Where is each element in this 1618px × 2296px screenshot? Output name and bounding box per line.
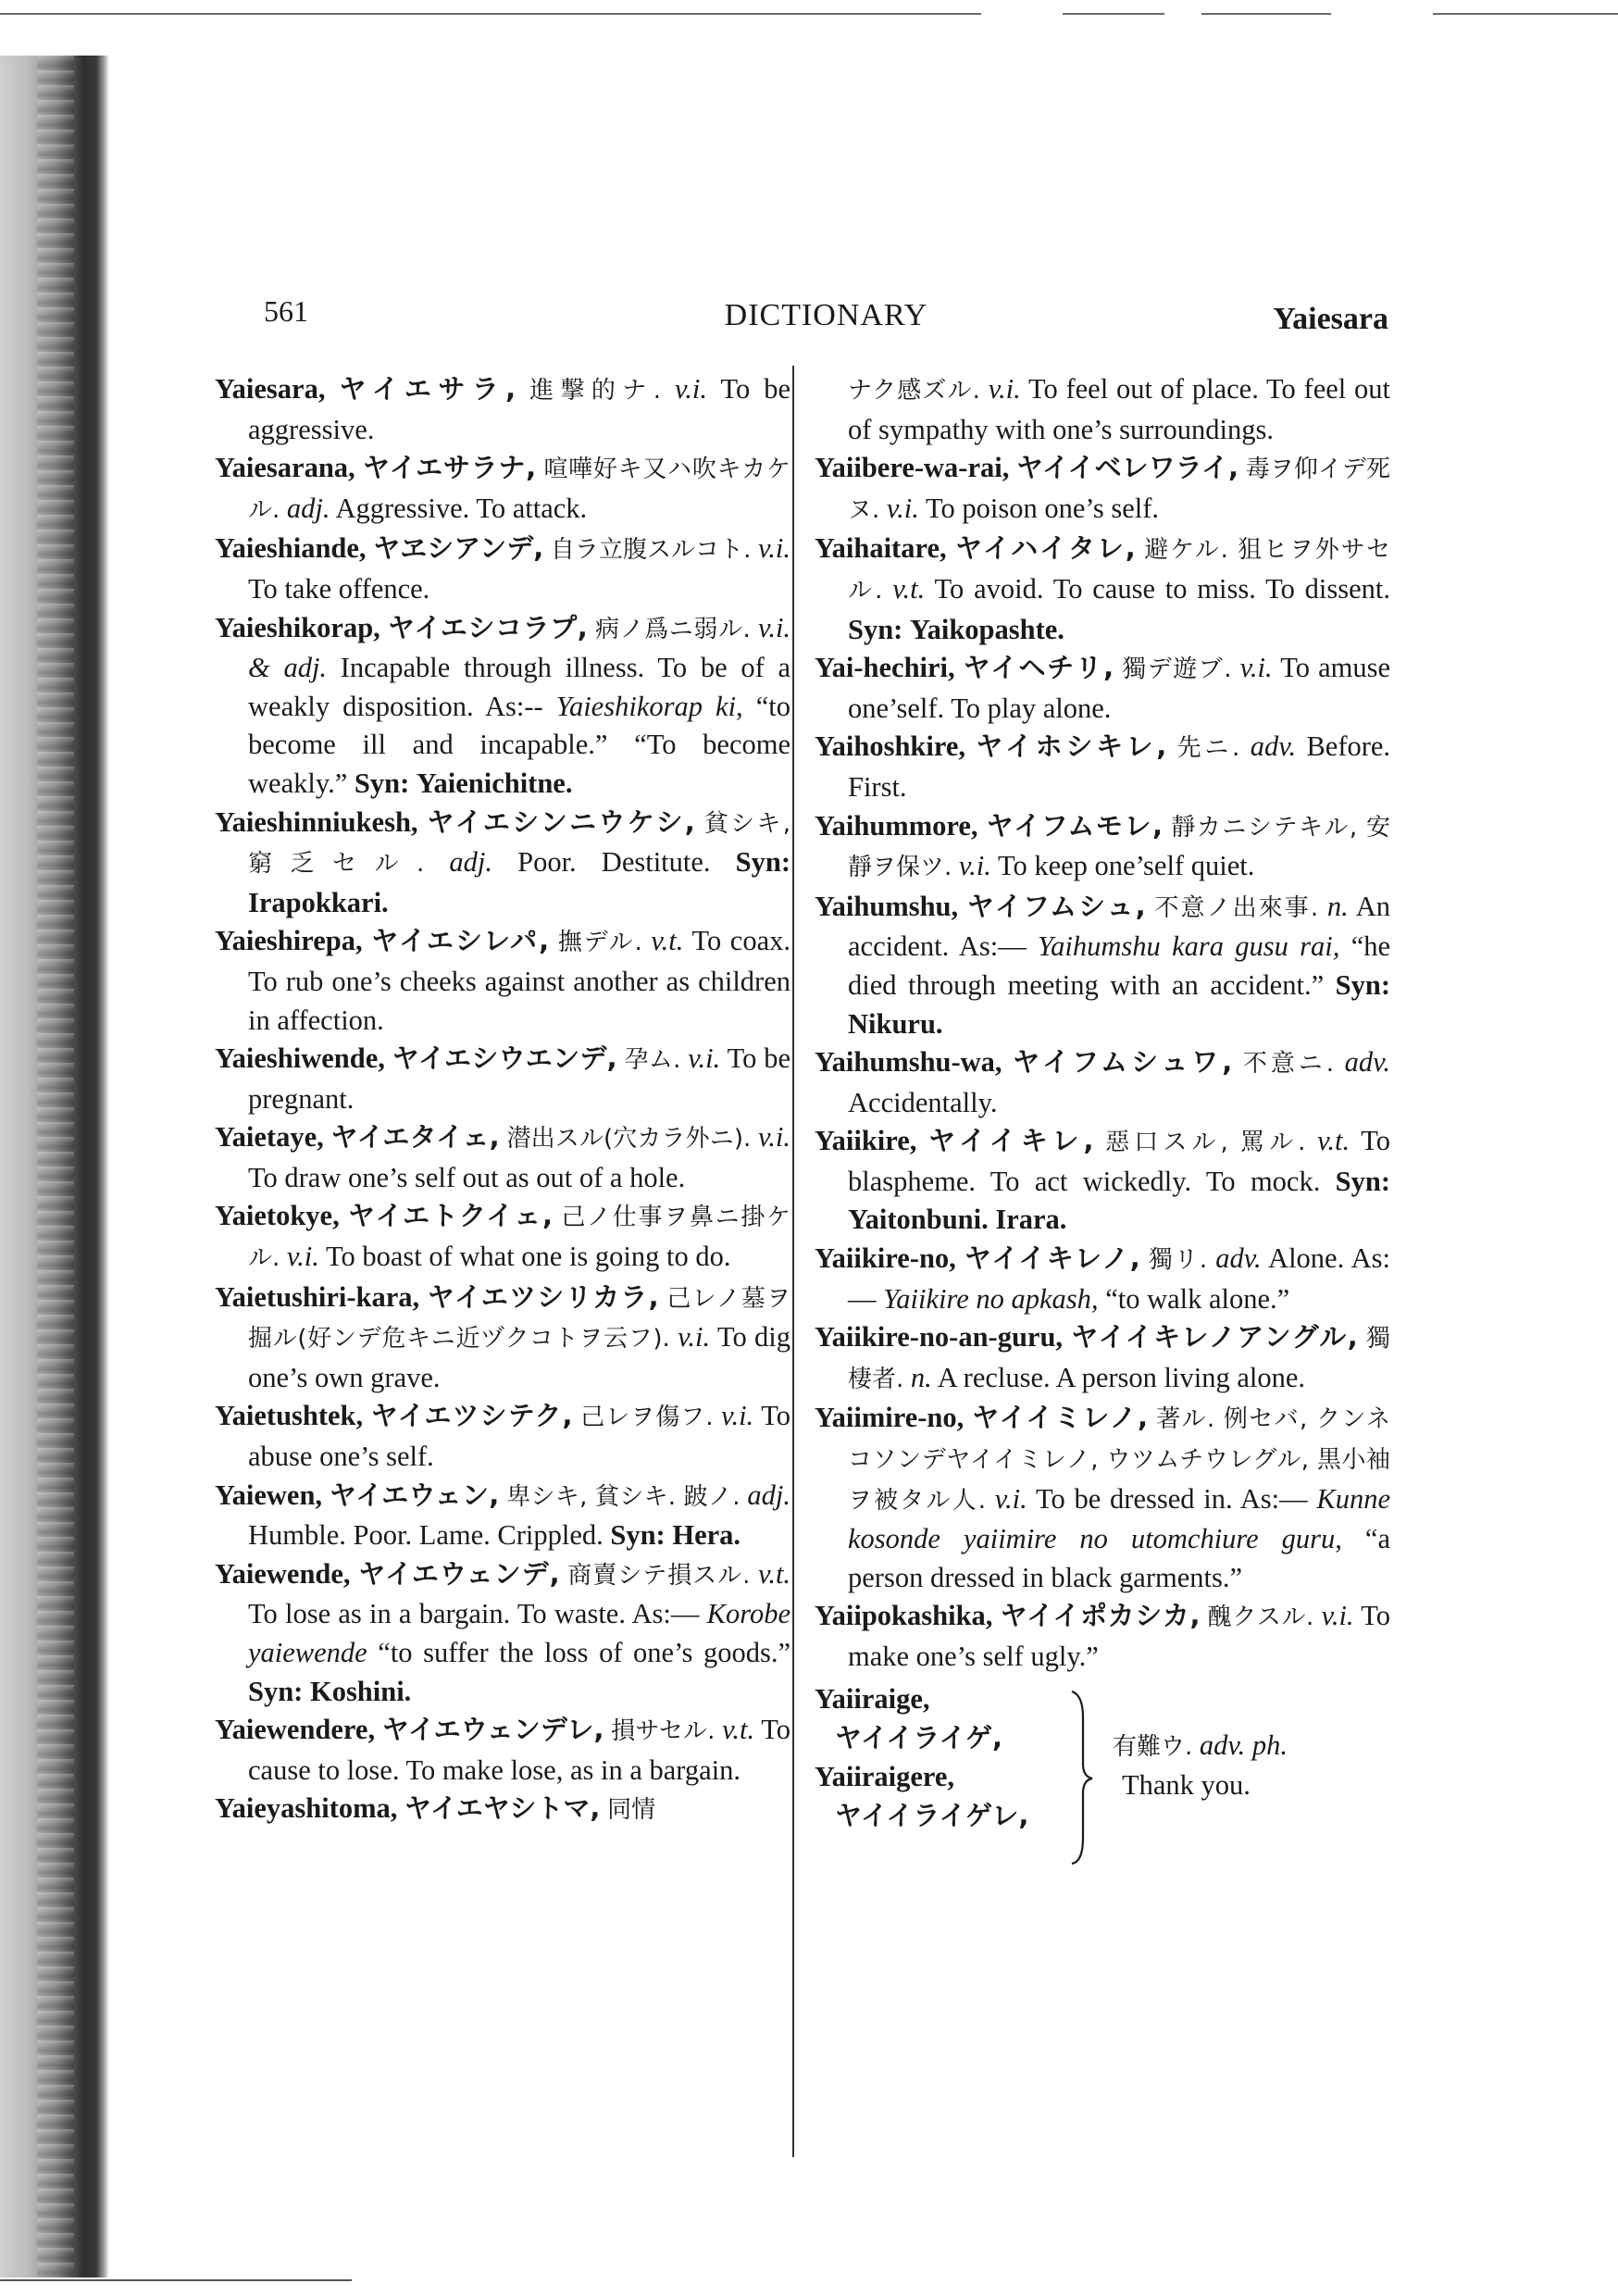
dictionary-entry (815, 1122, 1390, 1240)
synonym-label: Syn: (735, 846, 791, 879)
headword: Yaiikire, (815, 1125, 917, 1157)
english-definition: An accident. As:— (848, 890, 1390, 963)
katakana-reading: ヤイエタイェ, (330, 1121, 500, 1154)
part-of-speech: v.i. (886, 492, 919, 524)
dictionary-entry (215, 1040, 790, 1118)
part-of-speech: adj. (747, 1479, 791, 1511)
synonym-label: Syn: (610, 1519, 666, 1552)
katakana-reading: ヤイエツシテク, (370, 1400, 573, 1432)
part-of-speech: v.t. (1317, 1125, 1350, 1157)
part-of-speech: v.i. (958, 850, 991, 882)
headword: Yaietokye, (215, 1200, 340, 1232)
part-of-speech: adv. (1215, 1242, 1262, 1275)
part-of-speech: v.i. (688, 1042, 721, 1075)
headword: Yaiewendere, (215, 1714, 376, 1746)
synonym-label: Syn: (248, 1675, 304, 1707)
katakana-reading: ヤイエトクイェ, (348, 1200, 553, 1232)
katakana-reading: ヤイハイタレ, (955, 532, 1136, 565)
dictionary-entry (215, 1790, 790, 1830)
katakana-reading: ヤイフムシュ, (966, 890, 1146, 922)
dictionary-entry (215, 1197, 790, 1278)
japanese-gloss: 有難ウ. (1113, 1732, 1193, 1761)
english-definition: To be dressed in. As:— (1035, 1482, 1308, 1515)
left-column (215, 370, 790, 1830)
top-rule-mid2 (1201, 13, 1331, 15)
part-of-speech: v.t. (758, 1557, 791, 1590)
part-of-speech: v.t. (651, 925, 684, 957)
japanese-gloss: 靜カニシテキル, 安靜ヲ保ツ. (848, 813, 1390, 882)
part-of-speech: v.i. (721, 1400, 754, 1432)
example-phrase: Yaiikire no apkash, (883, 1282, 1099, 1315)
english-definition: Before. First. (848, 730, 1391, 803)
japanese-gloss: 不意ノ出來事. (1154, 893, 1319, 922)
part-of-speech: v.t. (892, 572, 926, 605)
example-phrase: Yaihumshu kara gusu rai, (1038, 930, 1340, 963)
japanese-gloss: 避ケル. 狙ヒヲ外サセル. (848, 536, 1390, 605)
japanese-gloss: 商賣シテ損スル. (567, 1561, 751, 1590)
example-phrase: Yaieshikorap ki, (555, 690, 743, 722)
page-header (264, 294, 1388, 350)
grouped-entry (815, 1680, 1390, 1875)
dictionary-entry (215, 609, 790, 804)
part-of-speech: adv. (1344, 1046, 1391, 1079)
headword: Yaieshinniukesh, (215, 805, 418, 838)
headword: Yaihumshu, (815, 890, 959, 922)
english-definition: Incapable through illness. To be of a weakly disposition. As:-- (248, 652, 790, 722)
katakana-reading: ヤイエツシリカラ, (427, 1280, 659, 1313)
headword: Yaiewen, (215, 1479, 323, 1511)
katakana-reading: ヤイイキレノアングル, (1071, 1321, 1358, 1354)
english-definition: To be aggressive. (248, 373, 791, 445)
synonym: Nikuru. (848, 1007, 943, 1040)
dictionary-entry (215, 530, 790, 608)
bottom-rule (0, 2279, 352, 2281)
headword: Yaihoshkire, (815, 730, 965, 763)
synonym: Yaikopashte. (909, 613, 1064, 645)
english-definition: Accidentally. (848, 1086, 998, 1118)
katakana-reading: ヤイエウェン, (329, 1479, 500, 1511)
grouped-definition (1113, 1727, 1288, 1805)
part-of-speech: adv. ph. (1199, 1728, 1288, 1761)
part-of-speech: v.i. (286, 1241, 319, 1273)
katakana-reading: ヤイエシコラプ, (388, 611, 588, 643)
english-definition: Alone. As:— (848, 1242, 1391, 1315)
english-definition: To poison one’s self. (925, 492, 1159, 524)
japanese-gloss: 不意ニ. (1242, 1050, 1335, 1079)
english-definition: To blaspheme. To act wickedly. To mock. (848, 1125, 1391, 1197)
dictionary-entry (815, 530, 1390, 649)
english-definition: To be pregnant. (248, 1042, 791, 1115)
synonym-label: Syn: (1335, 968, 1390, 1001)
dictionary-entry (815, 888, 1390, 1043)
column-divider (792, 366, 794, 2157)
synonym-label: Syn: (1335, 1165, 1390, 1197)
part-of-speech: v.i. (1239, 652, 1273, 684)
japanese-gloss: 己レヲ傷フ. (580, 1404, 714, 1432)
katakana-reading: ヤヱシアンデ, (373, 532, 544, 565)
english-definition: To keep one’self quiet. (997, 850, 1255, 882)
dictionary-entry (815, 1240, 1390, 1318)
japanese-gloss: 獨デ遊ブ. (1122, 655, 1232, 684)
headword: Yaiesarana, (215, 452, 355, 484)
japanese-gloss: ナク感ズル. (848, 377, 980, 405)
running-title: DICTIONARY (724, 298, 928, 332)
japanese-gloss: 損サセル. (611, 1717, 716, 1746)
katakana-reading: ヤイイキレ, (928, 1125, 1094, 1157)
dictionary-entry (215, 1711, 790, 1790)
dictionary-entry (815, 1597, 1390, 1676)
katakana-reading: ヤイイキレノ, (964, 1242, 1140, 1275)
japanese-gloss: 醜クスル. (1207, 1603, 1314, 1632)
page-number: 561 (264, 294, 308, 328)
top-rule-left (0, 13, 981, 15)
katakana-reading: ヤイエサラナ, (363, 452, 537, 484)
english-definition: Thank you. (1122, 1769, 1251, 1802)
japanese-gloss: 潜出スル(穴カラ外ニ). (506, 1125, 752, 1154)
headword: Yaiibere-wa-rai, (815, 452, 1010, 484)
english-definition: To draw one’s self out as out of a hole. (248, 1161, 686, 1193)
part-of-speech: adv. (1250, 730, 1297, 763)
japanese-gloss: 進撃的ナ. (529, 377, 661, 405)
katakana-reading: ヤイイライゲレ, (835, 1799, 1029, 1831)
japanese-gloss: 著ル. 例セバ, クンネコソンデヤイイミレノ, ウツムチウレグル, 黒小袖ヲ被タル人. (848, 1405, 1391, 1515)
synonym: Hera. (672, 1519, 741, 1552)
headword: Yaihummore, (815, 809, 978, 842)
example-translation: “to become ill and incapable.” “To become weakly.” (248, 690, 791, 799)
guide-word: Yaiesara (1273, 302, 1388, 336)
headword: Yaiewende, (215, 1557, 351, 1590)
headword: Yaietushtek, (215, 1400, 364, 1432)
headword: Yaiiraigere, (815, 1760, 955, 1792)
dictionary-entry (215, 370, 790, 449)
english-definition: To abuse one’s self. (248, 1400, 791, 1473)
katakana-reading: ヤイホシキレ, (976, 730, 1167, 763)
dictionary-entry (215, 804, 790, 923)
part-of-speech: v.i. (678, 1321, 711, 1354)
headword: Yaieyashitoma, (215, 1792, 398, 1825)
part-of-speech: n. (1326, 890, 1349, 922)
english-definition: To feel out of place. To feel out of sympathy with one’s surroundings. (848, 373, 1391, 445)
example-translation: “to walk alone.” (1105, 1282, 1290, 1315)
headword: Yai-hechiri, (815, 652, 955, 684)
english-definition: To cause to lose. To make lose, as in a bargain. (248, 1714, 791, 1786)
part-of-speech: v.i. (758, 1121, 791, 1154)
english-definition: To amuse one’self. To play alone. (848, 652, 1391, 724)
dictionary-entry (215, 922, 790, 1040)
headword: Yaietushiri-kara, (215, 1280, 420, 1313)
dictionary-entry (815, 1399, 1390, 1597)
english-definition: To take offence. (248, 572, 430, 605)
japanese-gloss: 獨棲者. (848, 1325, 1390, 1393)
japanese-gloss: 孕ム. (624, 1046, 681, 1075)
english-definition: To make one’s self ugly.” (848, 1600, 1391, 1672)
english-definition: Humble. Poor. Lame. Crippled. (248, 1519, 604, 1552)
english-definition: Poor. Destitute. (517, 846, 711, 879)
japanese-gloss: 貧シキ, 窮乏セル. (248, 809, 791, 879)
synonym: Koshini. (309, 1675, 412, 1707)
headword: Yaiikire-no, (815, 1242, 956, 1275)
dictionary-entry (815, 728, 1390, 806)
japanese-gloss: 己ノ仕事ヲ鼻ニ掛ケル. (248, 1204, 790, 1273)
headword: Yaiipokashika, (815, 1600, 993, 1632)
dictionary-entry (215, 1555, 790, 1711)
headword: Yaietaye, (215, 1121, 324, 1154)
brace-icon (1066, 1690, 1094, 1866)
katakana-reading: ヤイエシウエンデ, (392, 1042, 617, 1075)
dictionary-entry (215, 1397, 790, 1476)
english-definition: To coax. To rub one’s cheeks against another as children in affection. (248, 925, 791, 1036)
dictionary-entry (815, 449, 1390, 530)
top-rule-right (1433, 13, 1618, 15)
example-phrase: Kunne kosonde yaiimire no utomchiure guru, (848, 1482, 1391, 1555)
synonym: Yaitonbuni. Irara. (848, 1204, 1067, 1236)
katakana-reading: ヤイイライゲ, (835, 1721, 1002, 1753)
headword: Yaieshikorap, (215, 611, 380, 643)
page-gutter-shadow (0, 56, 109, 2277)
example-translation: “a person dressed in black garments.” (848, 1523, 1390, 1593)
katakana-reading: ヤイイポカシカ, (1000, 1600, 1201, 1632)
headword: Yaiesara, (215, 373, 326, 405)
synonym-label: Syn: (848, 613, 903, 645)
dictionary-entry (815, 649, 1390, 728)
english-definition: To avoid. To cause to miss. To dissent. (934, 572, 1391, 605)
english-definition: To dig one’s own grave. (248, 1321, 791, 1393)
top-rule-mid (1063, 13, 1164, 15)
dictionary-entry (215, 449, 790, 530)
part-of-speech: v.i. & adj. (248, 611, 791, 684)
katakana-reading: ヤイフムモレ, (986, 809, 1164, 842)
dictionary-entry (215, 1477, 790, 1555)
example-phrase: Korobe yaiewende (248, 1598, 790, 1668)
japanese-gloss: 卑シキ, 貧シキ. 跛ノ. (506, 1482, 741, 1511)
headword: Yaihaitare, (815, 532, 947, 565)
headword: Yaiiraige, (815, 1682, 930, 1715)
katakana-reading: ヤイエシレパ, (371, 925, 550, 957)
part-of-speech: v.i. (758, 532, 791, 565)
katakana-reading: ヤイエウェンデレ, (381, 1714, 604, 1746)
dictionary-entry (215, 1279, 790, 1398)
english-definition: To boast of what one is going to do. (325, 1241, 731, 1273)
example-translation: “he died through meeting with an accident.” (848, 930, 1391, 1001)
headword: Yaieshiwende, (215, 1042, 385, 1075)
katakana-reading: ヤイフムシュワ, (1013, 1046, 1233, 1079)
synonym: Irapokkari. (248, 886, 389, 918)
part-of-speech: adj. (286, 492, 330, 524)
headword: Yaieshiande, (215, 532, 367, 565)
dictionary-entry (815, 370, 1390, 449)
katakana-reading: ヤイエサラ, (339, 373, 517, 405)
synonym: Yaienichitne. (416, 767, 573, 799)
dictionary-entry (215, 1118, 790, 1197)
dictionary-entry (815, 807, 1390, 888)
japanese-gloss: 惡口スル, 罵ル. (1105, 1129, 1306, 1157)
part-of-speech: adj. (449, 846, 492, 879)
japanese-gloss: 先ニ. (1176, 734, 1240, 763)
japanese-gloss: 己レノ墓ヲ掘ル(好ンデ危キニ近ヅクコトヲ云フ). (248, 1284, 791, 1354)
example-translation: “to suffer the loss of one’s goods.” (378, 1637, 790, 1668)
japanese-gloss: 喧嘩好キ又ハ吹キカケル. (248, 455, 791, 524)
japanese-gloss: 毒ヲ仰イデ死ヌ. (848, 455, 1391, 524)
part-of-speech: v.i. (674, 373, 707, 405)
japanese-gloss: 自ラ立腹スルコト. (550, 536, 752, 565)
japanese-gloss: 病ノ爲ニ弱ル. (595, 615, 751, 643)
headword: Yaieshirepa, (215, 925, 363, 957)
part-of-speech: n. (910, 1361, 932, 1393)
dictionary-entry (815, 1043, 1390, 1122)
part-of-speech: v.t. (722, 1714, 755, 1746)
synonym-label: Syn: (354, 767, 410, 799)
english-definition: Aggressive. To attack. (335, 492, 588, 524)
dictionary-entry (815, 1318, 1390, 1399)
japanese-gloss: 撫デル. (557, 929, 642, 957)
part-of-speech: v.i. (988, 373, 1021, 405)
japanese-gloss: 獨リ. (1148, 1246, 1208, 1275)
headword: Yaiikire-no-an-guru, (815, 1321, 1064, 1354)
katakana-reading: ヤイヘチリ, (963, 652, 1114, 684)
english-definition: A recluse. A person living alone. (937, 1361, 1305, 1393)
english-definition: To lose as in a bargain. To waste. As:— (248, 1598, 700, 1630)
part-of-speech: v.i. (1321, 1600, 1354, 1632)
katakana-reading: ヤイエヤシトマ, (404, 1792, 601, 1825)
japanese-gloss: 同情 (607, 1796, 656, 1825)
part-of-speech: v.i. (994, 1482, 1027, 1515)
katakana-reading: ヤイイベレワライ, (1016, 452, 1239, 484)
katakana-reading: ヤイエシンニウケシ, (427, 805, 695, 838)
katakana-reading: ヤイエウェンデ, (358, 1557, 560, 1590)
katakana-reading: ヤイイミレノ, (972, 1402, 1149, 1434)
headword: Yaiimire-no, (815, 1402, 965, 1434)
right-column (815, 370, 1390, 1875)
headword: Yaihumshu-wa, (815, 1046, 1002, 1079)
